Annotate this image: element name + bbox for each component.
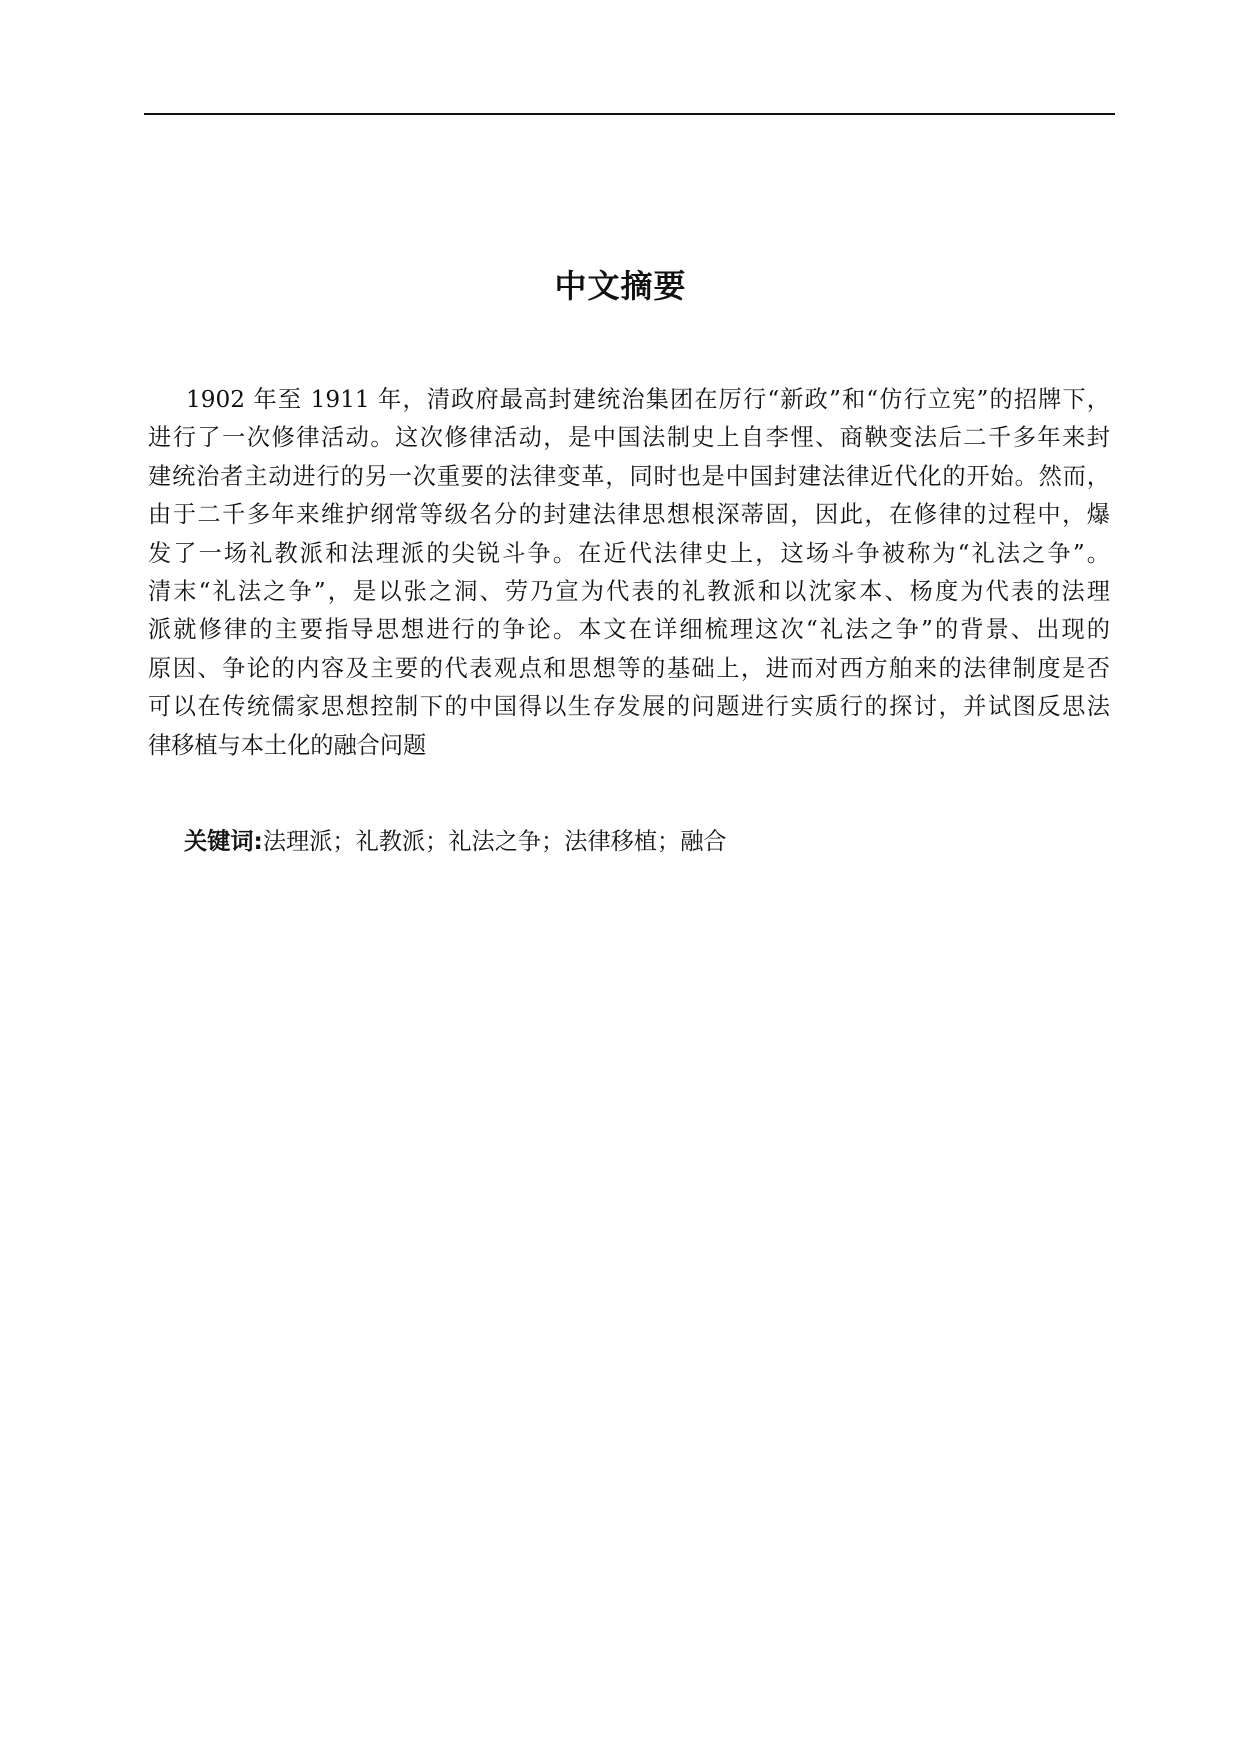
- abstract-line: 派就修律的主要指导思想进行的争论。本文在详细梳理这次“礼法之争”的背景、出现的: [148, 616, 1110, 644]
- abstract-line: 可以在传统儒家思想控制下的中国得以生存发展的问题进行实质行的探讨，并试图反思法: [148, 693, 1110, 721]
- keywords-value: 法理派；礼教派；礼法之争；法律移植；融合: [262, 828, 727, 855]
- header-rule: [144, 113, 1115, 115]
- keywords-line: [184, 823, 727, 861]
- abstract-line: 1902 年至 1911 年，清政府最高封建统治集团在厉行“新政”和“仿行立宪”的招牌下，: [186, 386, 1110, 413]
- abstract-line: 发了一场礼教派和法理派的尖锐斗争。在近代法律史上，这场斗争被称为“礼法之争”。: [148, 539, 1110, 567]
- abstract-line: 进行了一次修律活动。这次修律活动，是中国法制史上自李悝、商鞅变法后二千多年来封: [148, 424, 1110, 452]
- abstract-line: 律移植与本土化的融合问题: [148, 731, 427, 759]
- abstract-body: [148, 381, 1110, 765]
- page-title: 中文摘要: [554, 267, 687, 305]
- keywords-label: 关键词:: [184, 828, 263, 855]
- abstract-line: 原因、争论的内容及主要的代表观点和思想等的基础上，进而对西方舶来的法律制度是否: [148, 654, 1110, 682]
- abstract-line: 由于二千多年来维护纲常等级名分的封建法律思想根深蒂固，因此，在修律的过程中，爆: [148, 501, 1110, 529]
- abstract-line: 建统治者主动进行的另一次重要的法律变革，同时也是中国封建法律近代化的开始。然而，: [148, 462, 1110, 490]
- abstract-line: 清末“礼法之争”，是以张之洞、劳乃宣为代表的礼教派和以沈家本、杨度为代表的法理: [148, 578, 1110, 606]
